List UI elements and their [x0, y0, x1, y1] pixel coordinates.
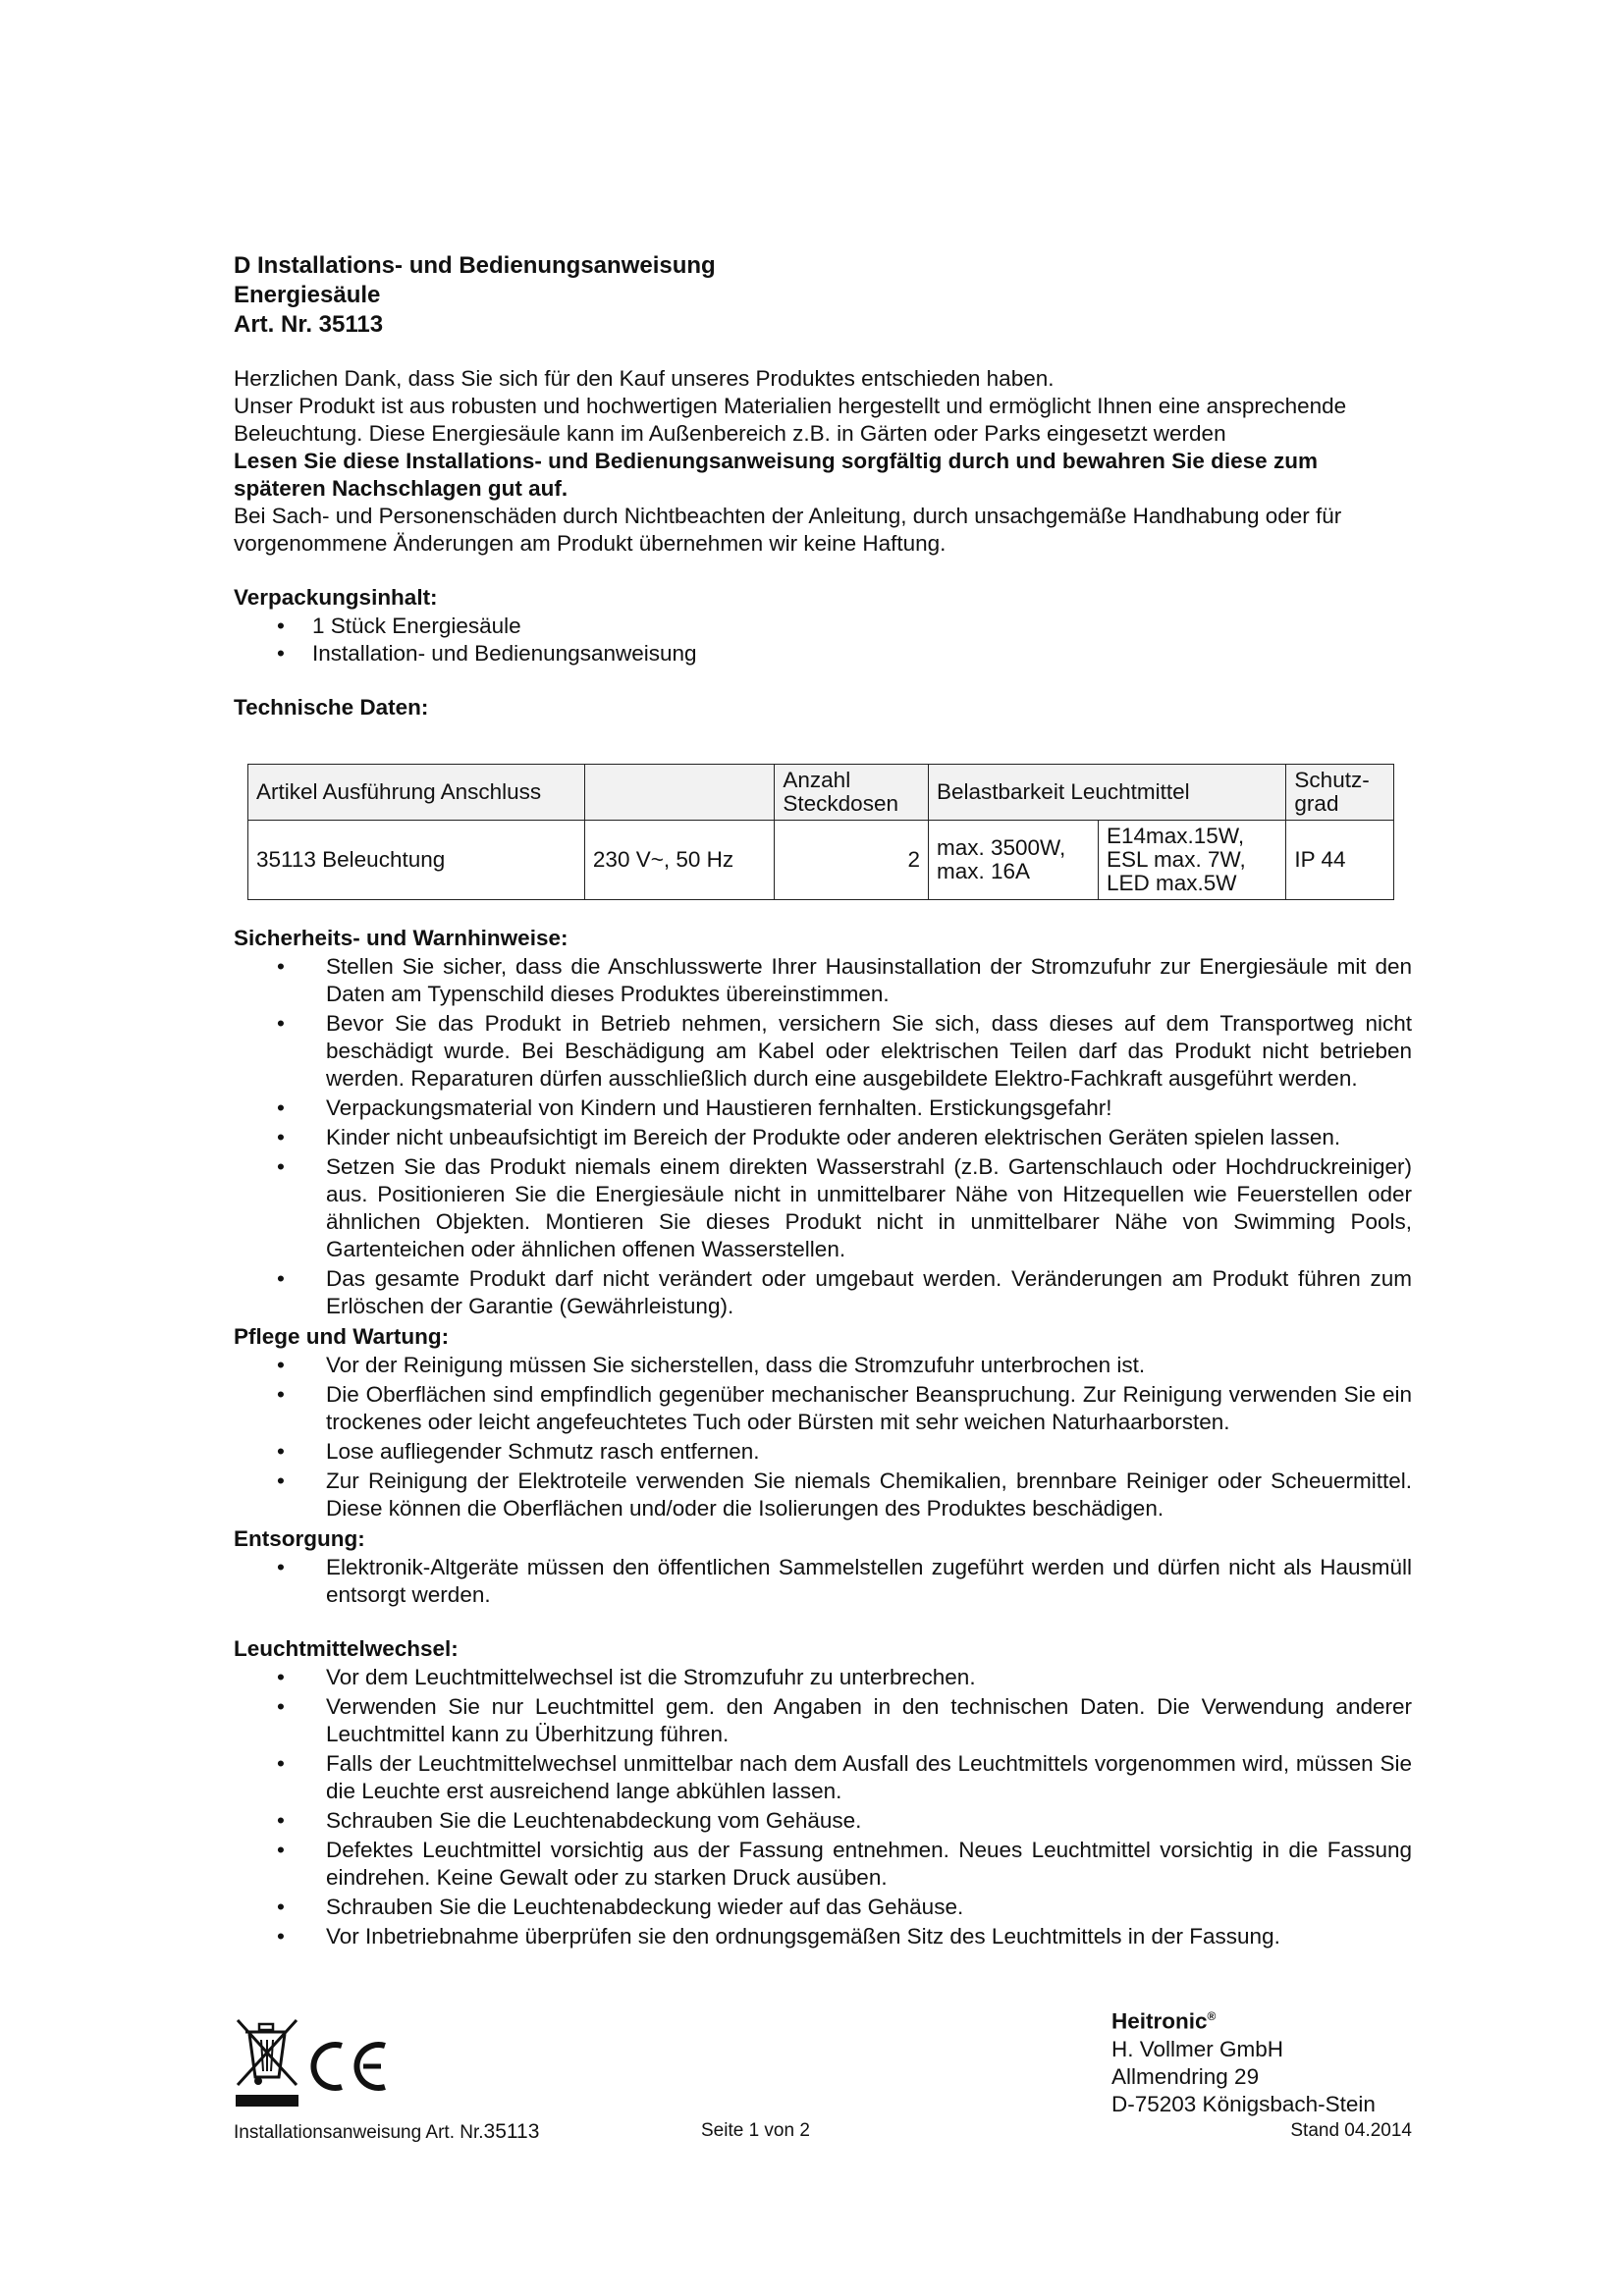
header-belastbarkeit-leuchtmittel: Belastbarkeit Leuchtmittel — [929, 765, 1286, 821]
header-anzahl: Anzahl Steckdosen — [775, 765, 929, 821]
list-item: • Das gesamte Produkt darf nicht verändert oder umgebaut werden. Veränderungen am Produkt führen zum Erlöschen der Garantie (Gewährleistung). — [234, 1265, 1412, 1320]
doc-article-number: Art. Nr. 35113 — [234, 311, 384, 338]
list-item: • Vor Inbetriebnahme überprüfen sie den ordnungsgemäßen Sitz des Leuchtmittels in der Fassung. — [234, 1923, 1412, 1950]
list-item: • Stellen Sie sicher, dass die Anschlusswerte Ihrer Hausinstallation der Stromzufuhr zur Energiesäule mit den Daten am Typenschild dieses Produktes übereinstimmen. — [234, 953, 1412, 1008]
list-item: • Lose aufliegender Schmutz rasch entfernen. — [234, 1438, 1412, 1466]
intro-section — [234, 365, 1412, 558]
care-heading: Pflege und Wartung: — [234, 1324, 450, 1349]
footer-page-number: Seite 1 von 2 — [701, 2120, 810, 2141]
packaging-list — [234, 613, 1412, 667]
safety-heading: Sicherheits- und Warnhinweise: — [234, 926, 568, 950]
doc-title-line-1: D Installations- und Bedienungsanweisung — [234, 252, 716, 279]
list-item: • Verpackungsmaterial von Kindern und Haustieren fernhalten. Erstickungsgefahr! — [234, 1095, 1412, 1122]
list-item: • Bevor Sie das Produkt in Betrieb nehmen, versichern Sie sich, dass dieses auf dem Transportweg nicht beschädigt wurde. Bei Beschädigung am Kabel oder elektrischen Teilen darf das Produkt nicht betrieben werden. Reparaturen dürfen ausschließlich durch eine ausgebildete Elektro-Fachkraft ausgeführt werden. — [234, 1010, 1412, 1093]
list-item: • Installation- und Bedienungsanweisung — [234, 640, 1412, 667]
safety-list — [234, 953, 1412, 1320]
leuchtmittel-line: ESL max. 7W, — [1107, 847, 1246, 872]
intro-liability: Bei Sach- und Personenschäden durch Nichtbeachten der Anleitung, durch unsachgemäße Handhabung oder für vorgenommene Änderungen am Produkt übernehmen wir keine Haftung. — [234, 504, 1342, 556]
packaging-section — [234, 583, 1412, 667]
disposal-section — [234, 1524, 1412, 1609]
intro-thanks: Herzlichen Dank, dass Sie sich für den Kauf unseres Produktes entschieden haben. — [234, 366, 1055, 391]
footer-date: Stand 04.2014 — [1290, 2120, 1412, 2141]
list-item: • Elektronik-Altgeräte müssen den öffentlichen Sammelstellen zugeführt werden und dürfen nicht als Hausmüll entsorgt werden. — [234, 1554, 1412, 1609]
company-brand — [1111, 2002, 1376, 2036]
brand-name: Heitronic — [1111, 2008, 1208, 2034]
footer-doc-ref — [234, 2120, 539, 2144]
list-item: • Zur Reinigung der Elektroteile verwenden Sie niemals Chemikalien, brennbare Reiniger oder Scheuermittel. Diese können die Oberflächen und/oder die Isolierungen des Produktes beschädigen. — [234, 1468, 1412, 1522]
lamp-heading: Leuchtmittelwechsel: — [234, 1636, 459, 1661]
company-street: Allmendring 29 — [1111, 2063, 1260, 2089]
compliance-logos — [232, 2012, 399, 2110]
company-city: D-75203 Königsbach-Stein — [1111, 2091, 1376, 2116]
care-list — [234, 1352, 1412, 1522]
table-header-row — [248, 765, 1394, 821]
table-row — [248, 821, 1394, 900]
tech-heading: Technische Daten: — [234, 695, 429, 720]
header-schutzgrad: Schutz-grad — [1286, 765, 1394, 821]
packaging-heading: Verpackungsinhalt: — [234, 585, 438, 610]
list-item: • Vor der Reinigung müssen Sie sicherstellen, dass die Stromzufuhr unterbrochen ist. — [234, 1352, 1412, 1379]
list-item: • Kinder nicht unbeaufsichtigt im Bereich der Produkte oder anderen elektrischen Geräten spielen lassen. — [234, 1124, 1412, 1151]
safety-section — [234, 924, 1412, 1320]
leuchtmittel-line: LED max.5W — [1107, 871, 1237, 895]
disposal-heading: Entsorgung: — [234, 1526, 365, 1551]
document-body — [234, 251, 1412, 1952]
list-item: • Verwenden Sie nur Leuchtmittel gem. den Angaben in den technischen Daten. Die Verwendung anderer Leuchtmittel kann zu Überhitzung führen. — [234, 1693, 1412, 1748]
list-item: • Schrauben Sie die Leuchtenabdeckung wieder auf das Gehäuse. — [234, 1894, 1412, 1921]
cell-anzahl: 2 — [775, 821, 929, 900]
company-name: H. Vollmer GmbH — [1111, 2036, 1284, 2061]
intro-read-notice: Lesen Sie diese Installations- und Bedienungsanweisung sorgfältig durch und bewahren Sie diese zum späteren Nachschlagen gut auf. — [234, 449, 1318, 501]
footer-doc-number: 35113 — [483, 2120, 540, 2143]
care-section — [234, 1322, 1412, 1522]
cell-anschluss: 230 V~, 50 Hz — [584, 821, 774, 900]
list-item: • Vor dem Leuchtmittelwechsel ist die Stromzufuhr zu unterbrechen. — [234, 1664, 1412, 1691]
list-item: • 1 Stück Energiesäule — [234, 613, 1412, 640]
list-item: • Schrauben Sie die Leuchtenabdeckung vom Gehäuse. — [234, 1807, 1412, 1835]
lamp-section — [234, 1634, 1412, 1950]
header-anschluss-empty — [584, 765, 774, 821]
lamp-list — [234, 1664, 1412, 1950]
list-item: • Defektes Leuchtmittel vorsichtig aus der Fassung entnehmen. Neues Leuchtmittel vorsichtig in die Fassung eindrehen. Keine Gewalt oder zu starken Druck ausüben. — [234, 1837, 1412, 1892]
crossed-out-bin-icon — [232, 2012, 399, 2110]
header-artikel-ausfuehrung: Artikel Ausführung Anschluss — [248, 765, 585, 821]
registered-mark: ® — [1207, 2009, 1217, 2023]
disposal-list — [234, 1554, 1412, 1609]
cell-leuchtmittel — [1099, 821, 1286, 900]
cell-belastbarkeit: max. 3500W, max. 16A — [929, 821, 1099, 900]
tech-data-table — [247, 764, 1394, 900]
company-address — [1111, 2002, 1376, 2118]
list-item: • Falls der Leuchtmittelwechsel unmittelbar nach dem Ausfall des Leuchtmittels vorgenommen wird, müssen Sie die Leuchte erst ausreichend lange abkühlen lassen. — [234, 1750, 1412, 1805]
cell-schutzgrad: IP 44 — [1286, 821, 1394, 900]
footer-doc-label: Installationsanweisung Art. Nr. — [234, 2122, 484, 2143]
list-item: • Setzen Sie das Produkt niemals einem direkten Wasserstrahl (z.B. Gartenschlauch oder Hochdruckreiniger) aus. Positionieren Sie die Energiesäule nicht in unmittelbarer Nähe von Hitzequellen wie Feuerstellen oder ähnlichen Objekten. Montieren Sie dieses Produkt nicht in unmittelbarer Nähe von Swimming Pools, Gartenteichen oder ähnlichen offenen Wasserstellen. — [234, 1153, 1412, 1263]
cell-artikel-ausfuehrung: 35113 Beleuchtung — [248, 821, 585, 900]
list-item: • Die Oberflächen sind empfindlich gegenüber mechanischer Beanspruchung. Zur Reinigung verwenden Sie ein trockenes oder leicht angefeuchtetes Tuch oder Bürsten mit sehr weichen Naturhaarborsten. — [234, 1381, 1412, 1436]
tech-section — [234, 693, 1412, 900]
leuchtmittel-line: E14max.15W, — [1107, 824, 1245, 848]
intro-product: Unser Produkt ist aus robusten und hochwertigen Materialien hergestellt und ermöglicht Ihnen eine ansprechende Beleuchtung. Diese Energiesäule kann im Außenbereich z.B. in Gärten oder Parks eingesetzt werden — [234, 394, 1347, 446]
doc-title-line-2: Energiesäule — [234, 282, 381, 308]
